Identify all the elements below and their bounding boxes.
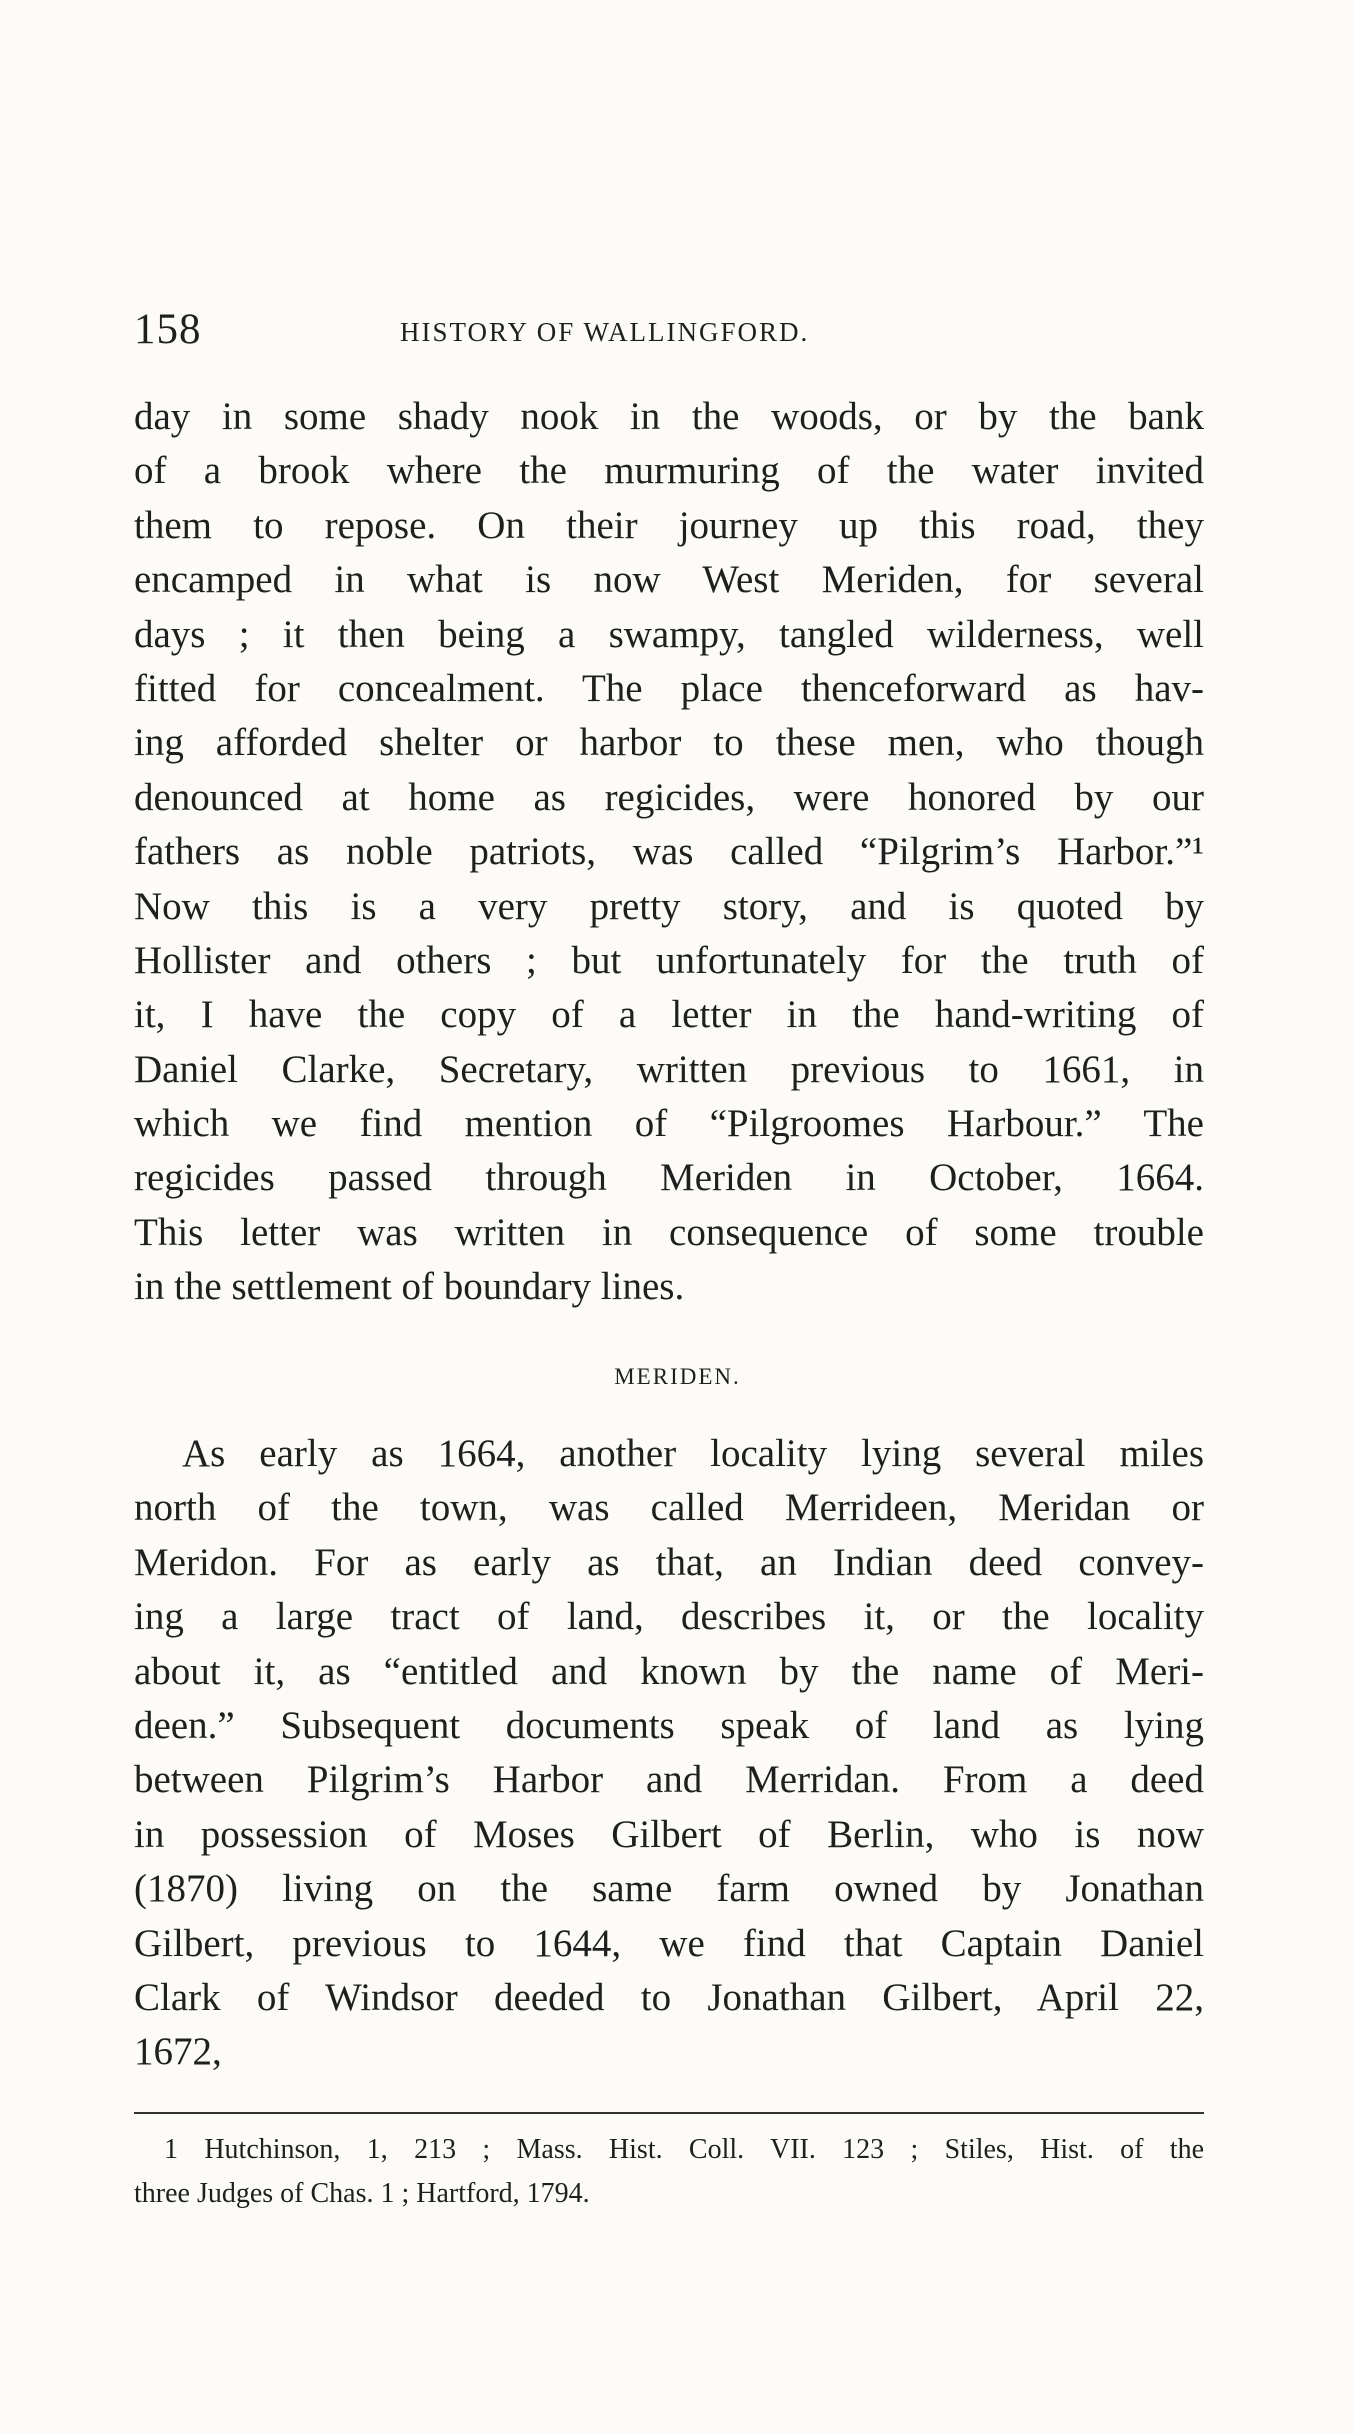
text-line: encamped in what is now West Meriden, for several [134, 558, 1204, 602]
text-line: Clark of Windsor deeded to Jonathan Gilbert, April 22, [134, 1975, 1204, 2019]
text-line: of a brook where the murmuring of the water invited [134, 449, 1204, 493]
text-line: Now this is a very pretty story, and is quoted by [134, 884, 1204, 928]
text-line: between Pilgrim’s Harbor and Merridan. From a deed [134, 1758, 1204, 1802]
paragraph-1 [134, 390, 1204, 1315]
text-line: regicides passed through Meriden in October, 1664. [134, 1156, 1204, 1200]
section-heading: MERIDEN. [614, 1364, 741, 1389]
text-line: Gilbert, previous to 1644, we find that Captain Daniel [134, 1921, 1204, 1965]
page-header [134, 305, 1204, 355]
text-line: which we find mention of “Pilgroomes Harbour.” The [134, 1102, 1204, 1146]
footnote [134, 2128, 1204, 2216]
text-line: day in some shady nook in the woods, or by the bank [134, 395, 1204, 438]
text-line: ing a large tract of land, describes it, or the locality [134, 1595, 1204, 1639]
text-line: Daniel Clarke, Secretary, written previous to 1661, in [134, 1047, 1204, 1091]
footnote-line: three Judges of Chas. 1 ; Hartford, 1794. [134, 2178, 590, 2209]
text-line: As early as 1664, another locality lying several miles [182, 1432, 1204, 1475]
text-line: north of the town, was called Merrideen, Meridan or [134, 1486, 1204, 1530]
text-line: 1672, [134, 2030, 222, 2074]
text-line: about it, as “entitled and known by the name of Meri- [134, 1649, 1204, 1693]
text-line: deen.” Subsequent documents speak of land as lying [134, 1703, 1204, 1747]
text-line: days ; it then being a swampy, tangled wilderness, well [134, 612, 1204, 656]
text-line: fitted for concealment. The place thenceforward as hav- [134, 666, 1204, 710]
text-line: ing afforded shelter or harbor to these men, who though [134, 721, 1204, 765]
footnote-line: 1 Hutchinson, 1, 213 ; Mass. Hist. Coll. VII. 123 ; Stiles, Hist. of the [164, 2134, 1204, 2165]
text-line: (1870) living on the same farm owned by Jonathan [134, 1867, 1204, 1911]
running-head: HISTORY OF WALLINGFORD. [400, 317, 810, 347]
text-line: in possession of Moses Gilbert of Berlin, who is now [134, 1812, 1204, 1856]
text-line: them to repose. On their journey up this road, they [134, 503, 1204, 547]
text-line: This letter was written in consequence of some trouble [134, 1210, 1204, 1254]
text-line: it, I have the copy of a letter in the hand-writing of [134, 993, 1204, 1037]
page-number: 158 [134, 306, 202, 353]
text-line: in the settlement of boundary lines. [134, 1265, 685, 1309]
paragraph-2 [134, 1427, 1204, 2080]
footnote-rule [134, 2112, 1204, 2114]
text-line: denounced at home as regicides, were honored by our [134, 775, 1204, 819]
text-line: Hollister and others ; but unfortunately for the truth of [134, 938, 1204, 982]
text-line: fathers as noble patriots, was called “Pilgrim’s Harbor.”¹ [134, 830, 1204, 874]
text-line: Meridon. For as early as that, an Indian deed convey- [134, 1540, 1204, 1584]
